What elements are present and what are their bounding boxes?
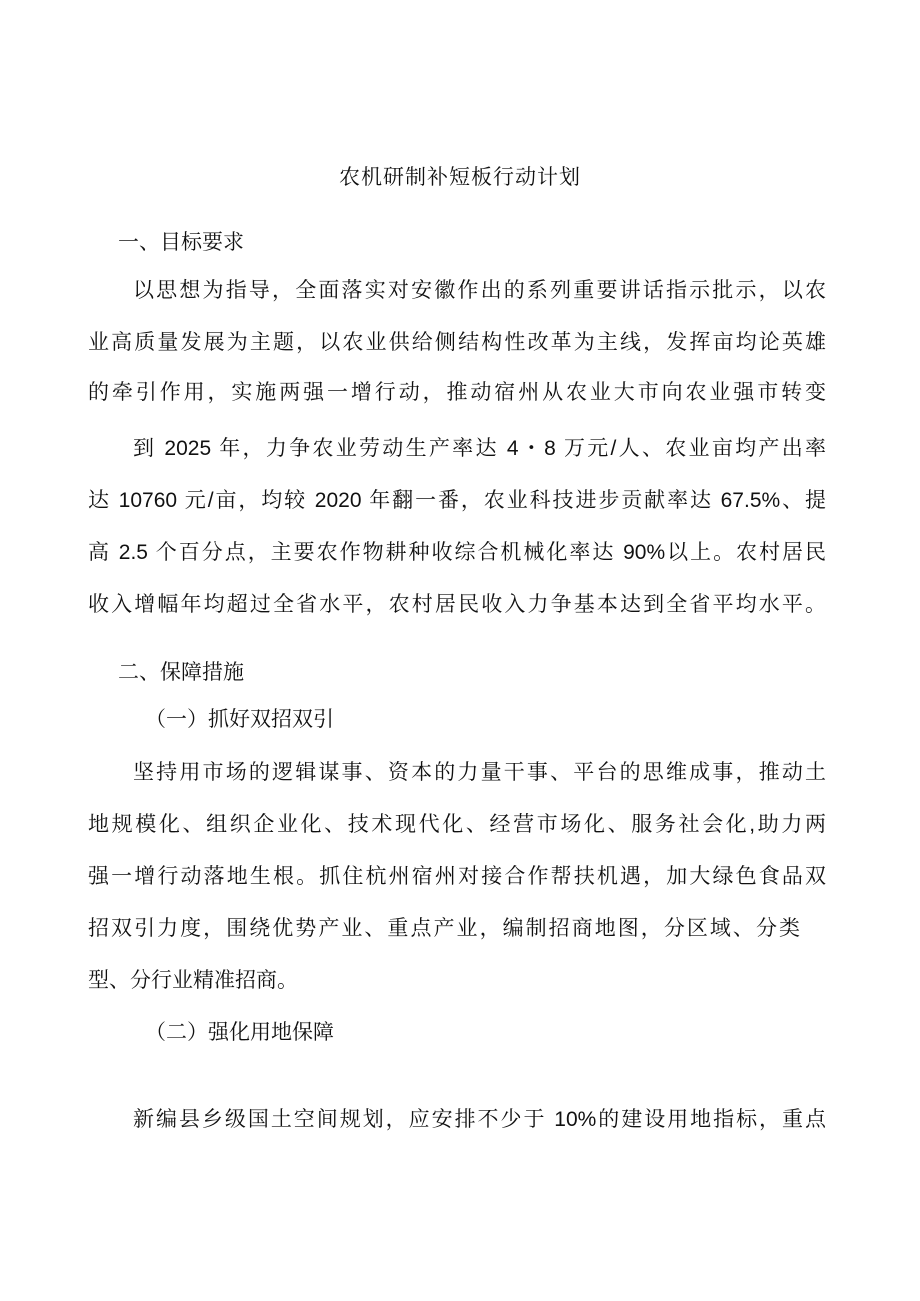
paragraph-line: 强一增行动落地生根。抓住杭州宿州对接合作帮扶机遇，加大绿色食品双 [88,865,826,888]
subsection-heading: （一）抓好双招双引 [145,708,334,731]
paragraph-line: 型、分行业精准招商。 [88,969,298,992]
section-heading: 一、目标要求 [118,231,244,254]
paragraph-line: 新编县乡级国土空间规划，应安排不少于 10%的建设用地指标，重点 [133,1108,826,1131]
subsection-heading: （二）强化用地保障 [145,1021,334,1044]
paragraph-line: 的牵引作用，实施两强一增行动，推动宿州从农业大市向农业强市转变 [88,381,826,404]
paragraph-line: 地规模化、组织企业化、技术现代化、经营市场化、服务社会化,助力两 [88,813,826,836]
paragraph-line: 收入增幅年均超过全省水平，农村居民收入力争基本达到全省平均水平。 [88,593,826,616]
paragraph-line: 到 2025 年，力争农业劳动生产率达 4・8 万元/人、农业亩均产出率 [133,437,826,460]
paragraph-line: 招双引力度，围绕优势产业、重点产业，编制招商地图，分区域、分类 [88,917,800,940]
paragraph-line: 坚持用市场的逻辑谋事、资本的力量干事、平台的思维成事，推动土 [133,761,826,784]
section-heading: 二、保障措施 [118,661,244,684]
paragraph-line: 业高质量发展为主题，以农业供给侧结构性改革为主线，发挥亩均论英雄 [88,331,826,354]
document-title: 农机研制补短板行动计划 [339,166,581,189]
paragraph-line: 以思想为指导，全面落实对安徽作出的系列重要讲话指示批示，以农 [133,279,826,302]
paragraph-line: 高 2.5 个百分点，主要农作物耕种收综合机械化率达 90%以上。农村居民 [88,541,826,564]
paragraph-line: 达 10760 元/亩，均较 2020 年翻一番，农业科技进步贡献率达 67.5%、提 [88,489,826,512]
